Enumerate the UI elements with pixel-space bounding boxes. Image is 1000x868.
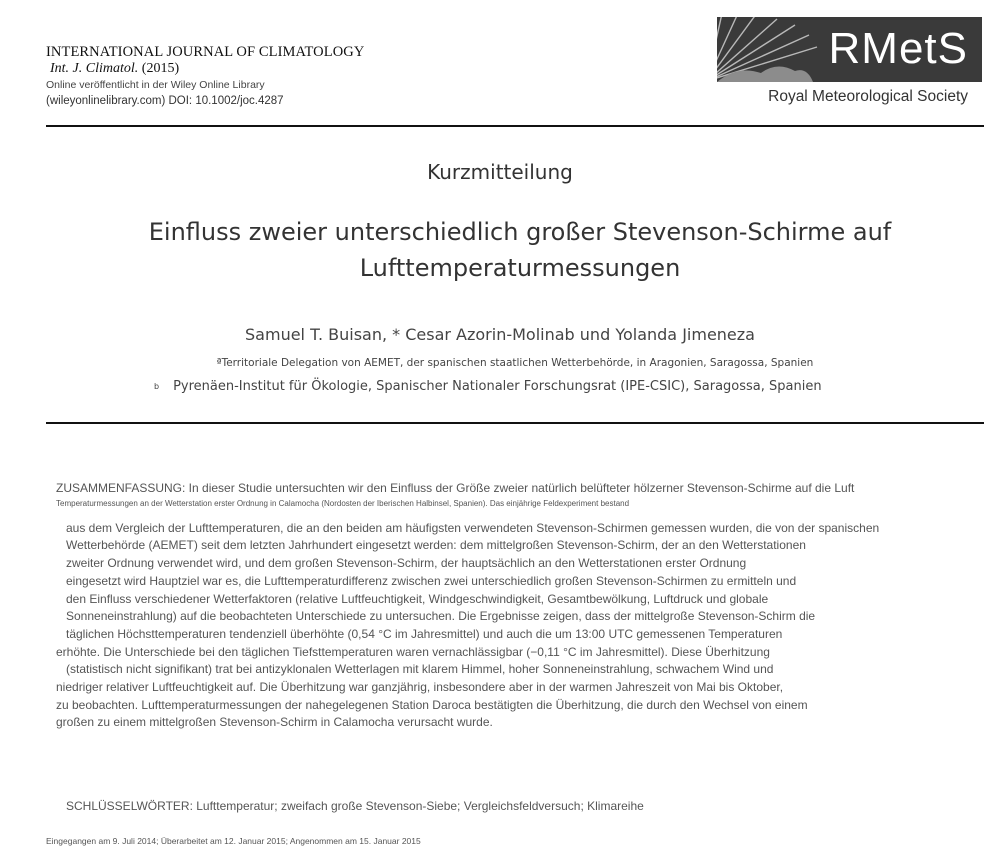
journal-citation [46,61,486,77]
author-list: Samuel T. Buisan, * Cesar Azorin-Molinab und Yolanda Jimeneza [245,325,755,344]
abstract-line: Sonneneinstrahlung) auf die beobachteten Unterschiede zu untersuchen. Die Ergebnisse zeigen, dass der mittelgroße Stevenson-Schirm die [66,609,816,624]
abstract-line: eingesetzt wird Hauptziel war es, die Lufttemperaturdifferenz zwischen zwei unterschiedlich großen Stevenson-Schirmen zu ermitteln und [66,573,797,588]
logo-box [717,17,982,82]
abstract-line: niedriger relativer Luftfeuchtigkeit auf. Die Überhitzung war ganzjährig, insbesondere aber in der warmen Jahreszeit von Mai bis Oktober, [56,680,784,695]
article-type: Kurzmitteilung [427,160,573,184]
abstract-line: ZUSAMMENFASSUNG: In dieser Studie untersuchten wir den Einfluss der Größe zweier natürlich belüfteter hölzerner Stevenson-Schirme auf die Luft [56,481,855,495]
abstract-line: großen zu einem mittelgroßen Stevenson-Schirm in Calamocha verursacht wurde. [56,715,493,730]
abstract [56,480,976,732]
affiliation-b-text: Pyrenäen-Institut für Ökologie, Spanischer Nationaler Forschungsrat (IPE-CSIC), Saragossa, Spanien [173,379,822,394]
affiliation-b [154,377,914,397]
journal-name: INTERNATIONAL JOURNAL OF CLIMATOLOGY [46,44,365,60]
abstract-line: täglichen Höchsttemperaturen tendenziell überhöhte (0,54 °C im Jahresmittel) und auch die um 13:00 UTC gemessenen Temperaturen [66,626,783,641]
logo-mark: RMetS [828,24,968,73]
abstract-line: Wetterbehörde (AEMET) seit dem letzten Jahrhundert eingesetzt werden: dem mittelgroßen Stevenson-Schirm, der an den Wetterstationen [66,538,806,553]
keywords: SCHLÜSSELWÖRTER: Lufttemperatur; zweifach große Stevenson-Siebe; Vergleichsfeldversuch; Klimareihe [66,799,644,813]
abstract-line: erhöhte. Die Unterschiede bei den täglichen Tiefsttemperaturen waren vernachlässigbar (−0,11 °C im Jahresmittel). Diese Überhitzung [56,644,770,659]
header-divider [46,125,984,127]
doi-line: (wileyonlinelibrary.com) DOI: 10.1002/joc.4287 [46,95,284,107]
received-dates: Eingegangen am 9. Juli 2014; Überarbeitet am 12. Januar 2015; Angenommen am 15. Januar 2015 [46,836,421,846]
journal-abbreviation: Int. J. Climatol. [50,61,139,76]
article-title-line: Einfluss zweier unterschiedlich großer Stevenson-Schirme auf [148,218,892,246]
abstract-line: zu beobachten. Lufttemperaturmessungen der nahegelegenen Station Daroca bestätigten die Überhitzung, die durch den Wechsel von einem [56,697,808,712]
logo-subtitle: Royal Meteorological Society [768,88,968,105]
journal-year: (2015) [141,61,180,76]
rmets-logo [717,17,982,110]
journal-header [46,44,486,109]
online-publication-note: Online veröffentlicht in der Wiley Online Library [46,79,265,91]
article-title-line: Lufttemperaturmessungen [359,254,681,282]
article-title [80,214,960,286]
title-divider [46,422,984,424]
abstract-line: Temperaturmessungen an der Wetterstation erster Ordnung in Calamocha (Nordosten der Iberischen Halbinsel, Spanien). Das einjährige Feldexperiment bestand [56,498,630,508]
abstract-line: aus dem Vergleich der Lufttemperaturen, die an den beiden am häufigsten verwendeten Stevenson-Schirmen gemessen wurden, die von der spanischen [66,520,880,535]
affiliation-a: ªTerritoriale Delegation von AEMET, der spanischen staatlichen Wetterbehörde, in Aragonien, Saragossa, Spanien [216,357,814,369]
abstract-line: (statistisch nicht signifikant) trat bei antizyklonalen Wetterlagen mit klarem Himmel, hoher Sonneneinstrahlung, schwachem Wind und [66,662,774,677]
abstract-line: zweiter Ordnung verwendet wird, und dem großen Stevenson-Schirm, der hauptsächlich an den Wetterstationen erster Ordnung [66,556,747,571]
affiliation-marker: b [154,382,160,391]
abstract-line: den Einfluss verschiedener Wetterfaktoren (relative Luftfeuchtigkeit, Windgeschwindigkeit, Gesamtbewölkung, Luftdruck und globale [66,591,769,606]
